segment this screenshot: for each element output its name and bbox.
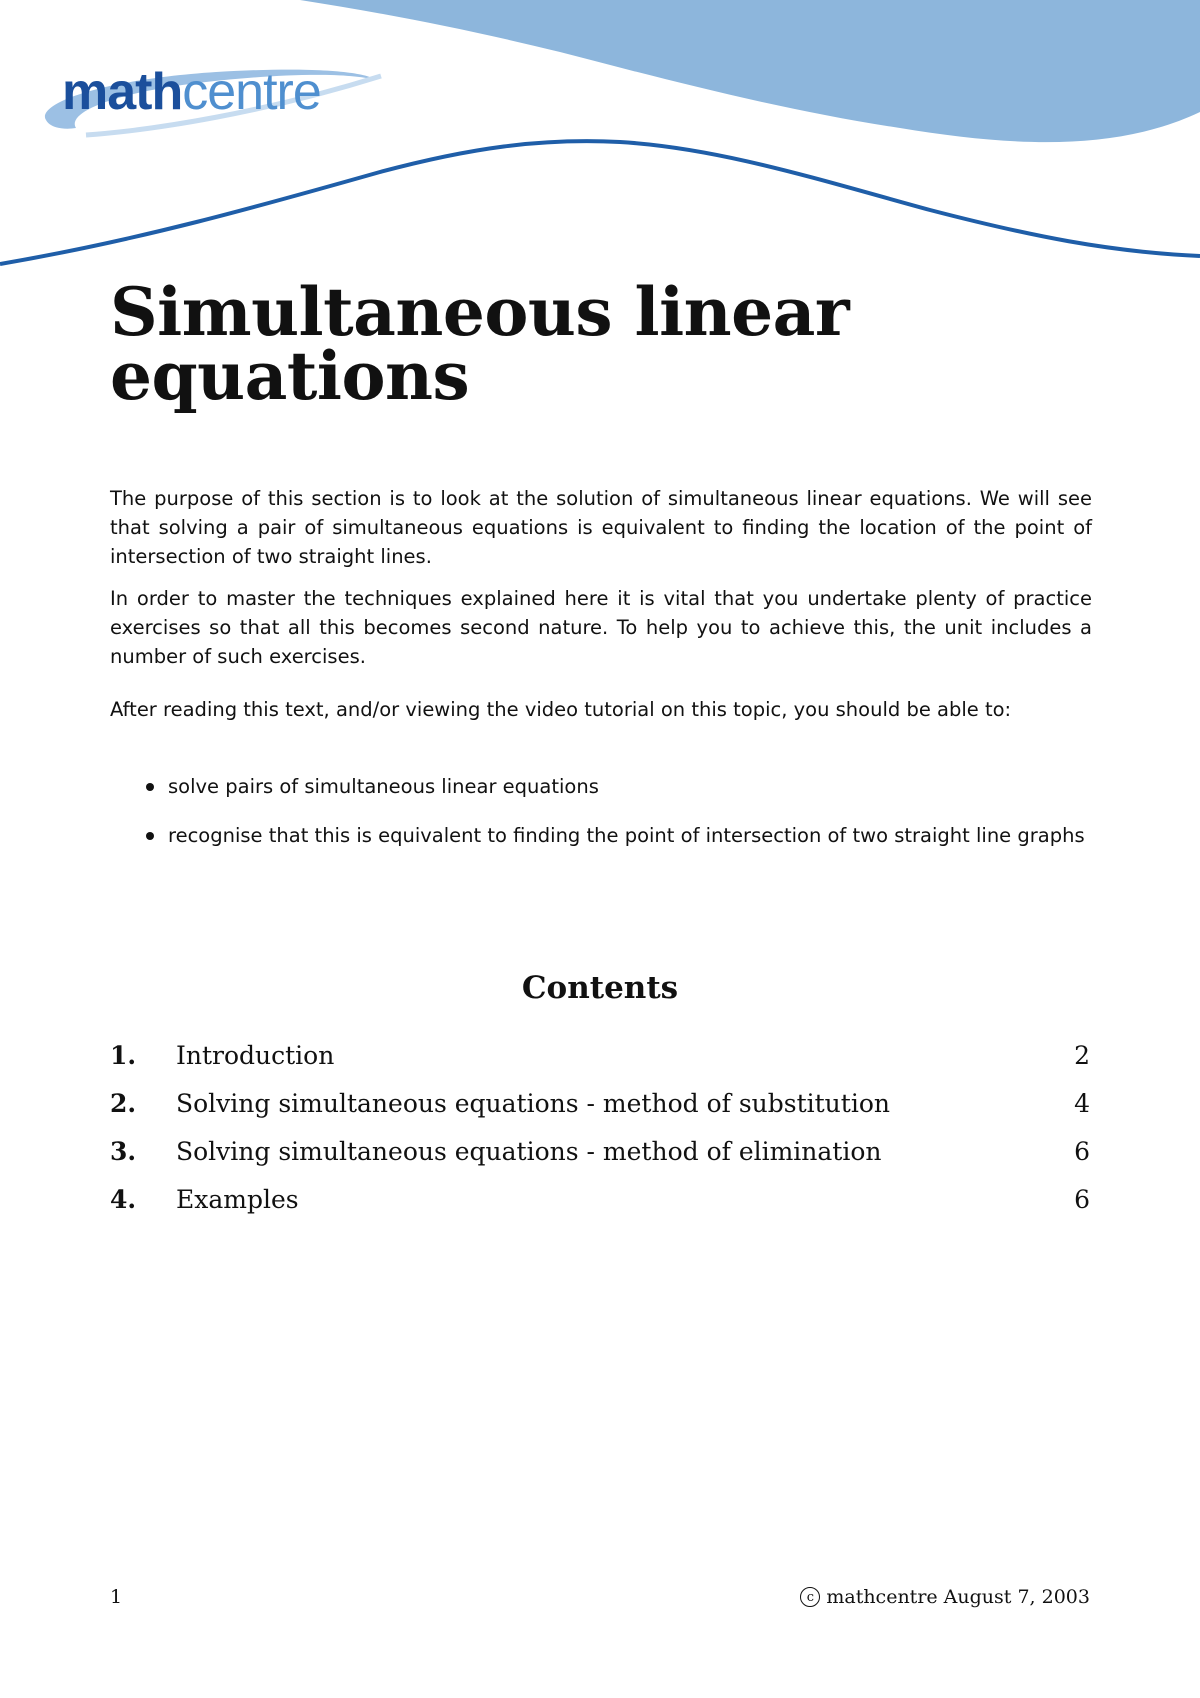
objective-text: recognise that this is equivalent to finding the point of intersection of two straight line graphs — [168, 824, 1085, 847]
intro-paragraph: The purpose of this section is to look at the solution of simultaneous linear equations. We will see that solving a pair of simultaneous equations is equivalent to finding the location of the point of intersection of two straight lines. — [110, 487, 1092, 568]
toc-number: 4. — [110, 1185, 137, 1214]
bullet-icon — [146, 832, 154, 840]
toc-page: 2 — [1074, 1041, 1090, 1070]
toc-page: 4 — [1074, 1089, 1090, 1118]
document-title: Simultaneous linear equations — [110, 273, 850, 415]
contents-heading: Contents — [521, 970, 679, 1006]
toc-entry-elimination[interactable] — [110, 1128, 1092, 1176]
logo-text-math: math — [62, 63, 183, 121]
page-number: 1 — [110, 1586, 123, 1608]
logo — [62, 63, 321, 121]
table-of-contents — [110, 1032, 1092, 1224]
practice-paragraph: In order to master the techniques explained here it is vital that you undertake plenty of practice exercises so that all this becomes second nature. To help you to achieve this, the unit includes a number of such exercises. — [110, 587, 1092, 668]
objectives-lead-in: After reading this text, and/or viewing the video tutorial on this topic, you should be able to: — [110, 698, 1012, 721]
toc-number: 3. — [110, 1137, 137, 1166]
copyright-icon: c — [800, 1587, 820, 1607]
header-wave-line — [0, 141, 1200, 264]
toc-title: Introduction — [176, 1041, 335, 1070]
toc-title: Solving simultaneous equations - method of elimination — [176, 1137, 882, 1166]
toc-entry-examples[interactable] — [110, 1176, 1092, 1224]
copyright-notice — [800, 1586, 1090, 1608]
toc-entry-substitution[interactable] — [110, 1080, 1092, 1128]
bullet-icon — [146, 783, 154, 791]
list-item — [110, 821, 1092, 850]
objectives-list — [110, 772, 1092, 870]
toc-number: 1. — [110, 1041, 137, 1070]
toc-number: 2. — [110, 1089, 137, 1118]
toc-page: 6 — [1074, 1185, 1090, 1214]
toc-entry-introduction[interactable] — [110, 1032, 1092, 1080]
header-wave-fill — [300, 0, 1200, 142]
copyright-text: mathcentre August 7, 2003 — [826, 1586, 1090, 1608]
logo-text-centre: centre — [182, 63, 321, 121]
toc-title: Solving simultaneous equations - method of substitution — [176, 1089, 890, 1118]
toc-page: 6 — [1074, 1137, 1090, 1166]
list-item — [110, 772, 1092, 801]
toc-title: Examples — [176, 1185, 299, 1214]
objective-text: solve pairs of simultaneous linear equations — [168, 775, 599, 798]
